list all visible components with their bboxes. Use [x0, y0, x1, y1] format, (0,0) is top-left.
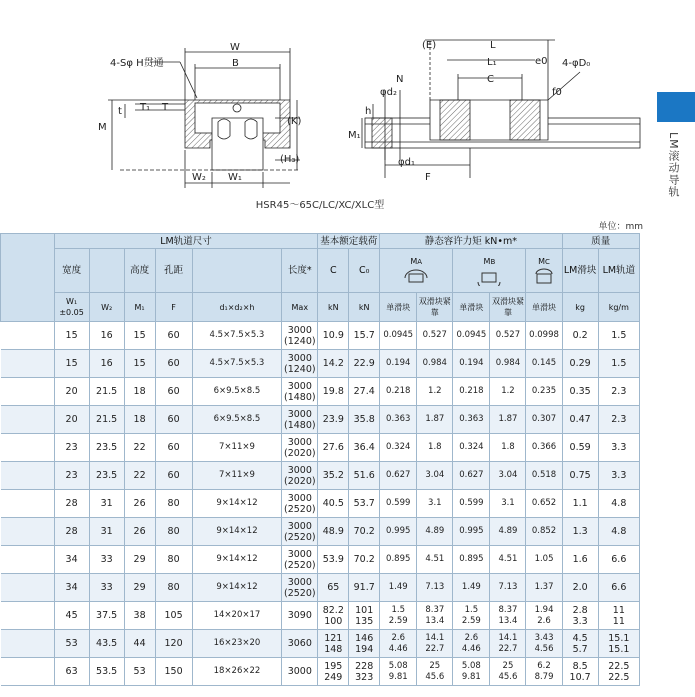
w2-header	[89, 249, 124, 293]
cell-kg: 1.3	[562, 518, 598, 546]
cell-mb1: 0.895	[453, 546, 490, 574]
ma-moment-icon	[401, 268, 431, 286]
cell-d: 18×26×22	[192, 658, 282, 686]
dim-N: N	[396, 74, 404, 85]
cell-mb2: 8.37 13.4	[490, 602, 526, 630]
cell-c: 35.2	[318, 462, 349, 490]
cell-kg: 1.6	[562, 546, 598, 574]
cell-ma1: 0.627	[380, 462, 417, 490]
cell-m1: 44	[124, 630, 155, 658]
model-cell	[1, 350, 55, 378]
cell-c0: 53.7	[349, 490, 380, 518]
cell-ma2: 4.89	[417, 518, 453, 546]
dim-T1: T₁	[140, 102, 151, 113]
cell-mb1: 0.599	[453, 490, 490, 518]
kgm-unit: kg/m	[598, 293, 639, 322]
cell-ma2: 3.04	[417, 462, 453, 490]
model-cell	[1, 434, 55, 462]
c0-header: C₀	[349, 249, 380, 293]
cell-kg: 0.29	[562, 350, 598, 378]
cell-mc: 3.43 4.56	[526, 630, 562, 658]
cell-c0: 70.2	[349, 518, 380, 546]
cell-f: 60	[155, 350, 192, 378]
width-header: 宽度	[54, 249, 89, 293]
height-header: 高度	[124, 249, 155, 293]
cell-d: 9×14×12	[192, 574, 282, 602]
unit-label: 单位：mm	[598, 222, 643, 232]
ma-header: MA	[380, 249, 453, 293]
cell-w1: 45	[54, 602, 89, 630]
model-cell	[1, 630, 55, 658]
mb-header: MB	[453, 249, 526, 293]
cell-kg: 2.8 3.3	[562, 602, 598, 630]
table-row	[1, 350, 640, 378]
load-rating-header: 基本额定载荷	[318, 234, 380, 249]
cell-mb1: 5.08 9.81	[453, 658, 490, 686]
cell-f: 105	[155, 602, 192, 630]
dim-t: t	[118, 106, 122, 117]
length-header: 长度*	[282, 249, 318, 293]
dim-K: (K)	[287, 116, 302, 127]
cell-w1: 34	[54, 546, 89, 574]
section-tab	[657, 92, 695, 122]
cell-mc: 0.852	[526, 518, 562, 546]
dim-d2: φd₂	[380, 87, 397, 98]
table-row	[1, 658, 640, 686]
dim-W2: W₂	[192, 172, 206, 183]
dim-d1: φd₁	[398, 157, 415, 168]
kg-unit: kg	[562, 293, 598, 322]
cell-d: 7×11×9	[192, 462, 282, 490]
cell-kg: 0.75	[562, 462, 598, 490]
cell-f: 60	[155, 462, 192, 490]
cell-kg: 1.1	[562, 490, 598, 518]
cell-kg: 2.0	[562, 574, 598, 602]
cell-c0: 70.2	[349, 546, 380, 574]
cell-mc: 0.366	[526, 434, 562, 462]
dim-M: M	[98, 122, 107, 133]
c0-unit: kN	[349, 293, 380, 322]
mb-double: 双滑块紧靠	[490, 293, 526, 322]
table-row	[1, 630, 640, 658]
dim-C: C	[487, 74, 494, 85]
spec-table-body	[1, 322, 640, 686]
cell-ma1: 0.995	[380, 518, 417, 546]
cell-w1: 20	[54, 378, 89, 406]
c-header: C	[318, 249, 349, 293]
static-moment-header: 静态容许力矩 kN•m*	[380, 234, 562, 249]
cell-w1: 20	[54, 406, 89, 434]
model-cell	[1, 658, 55, 686]
cell-mb1: 0.194	[453, 350, 490, 378]
cell-kgm: 15.1 15.1	[598, 630, 639, 658]
cell-kgm: 6.6	[598, 574, 639, 602]
w2-subheader: W₂	[89, 293, 124, 322]
cell-mc: 1.37	[526, 574, 562, 602]
cell-ma2: 1.8	[417, 434, 453, 462]
cell-m1: 15	[124, 322, 155, 350]
cell-f: 60	[155, 406, 192, 434]
cell-w2: 37.5	[89, 602, 124, 630]
dim-L: L	[490, 40, 496, 51]
cell-d: 7×11×9	[192, 434, 282, 462]
cell-mb2: 1.2	[490, 378, 526, 406]
cell-mb1: 0.363	[453, 406, 490, 434]
cell-mb2: 1.87	[490, 406, 526, 434]
cell-c: 40.5	[318, 490, 349, 518]
cell-w1: 23	[54, 434, 89, 462]
cell-mc: 0.145	[526, 350, 562, 378]
cell-f: 120	[155, 630, 192, 658]
cell-kgm: 2.3	[598, 378, 639, 406]
cell-len: 3000 (2020)	[282, 462, 318, 490]
cell-w1: 53	[54, 630, 89, 658]
table-row	[1, 378, 640, 406]
cell-c: 19.8	[318, 378, 349, 406]
cell-w2: 21.5	[89, 406, 124, 434]
cell-w2: 23.5	[89, 462, 124, 490]
cell-mb1: 0.324	[453, 434, 490, 462]
cell-mb2: 7.13	[490, 574, 526, 602]
cell-w1: 28	[54, 518, 89, 546]
w1-subheader: W₁ ±0.05	[54, 293, 89, 322]
table-row	[1, 602, 640, 630]
cell-ma2: 3.1	[417, 490, 453, 518]
cell-m1: 26	[124, 490, 155, 518]
cell-w2: 16	[89, 350, 124, 378]
cell-mb2: 3.04	[490, 462, 526, 490]
block-mass-header: LM滑块	[562, 249, 598, 293]
table-row	[1, 518, 640, 546]
cell-c: 195 249	[318, 658, 349, 686]
cell-c: 82.2 100	[318, 602, 349, 630]
cell-mb1: 0.0945	[453, 322, 490, 350]
cell-ma2: 8.37 13.4	[417, 602, 453, 630]
cell-mb1: 0.218	[453, 378, 490, 406]
cell-mb2: 3.1	[490, 490, 526, 518]
cell-d: 9×14×12	[192, 518, 282, 546]
cell-ma2: 0.527	[417, 322, 453, 350]
cell-d: 6×9.5×8.5	[192, 378, 282, 406]
cell-kg: 4.5 5.7	[562, 630, 598, 658]
cell-c0: 146 194	[349, 630, 380, 658]
cell-m1: 15	[124, 350, 155, 378]
cell-f: 60	[155, 378, 192, 406]
model-cell	[1, 518, 55, 546]
cell-m1: 22	[124, 434, 155, 462]
cell-c0: 22.9	[349, 350, 380, 378]
cell-kgm: 3.3	[598, 434, 639, 462]
cell-mb2: 4.51	[490, 546, 526, 574]
d-subheader: d₁×d₂×h	[192, 293, 282, 322]
cell-m1: 18	[124, 378, 155, 406]
cell-mc: 6.2 8.79	[526, 658, 562, 686]
model-cell	[1, 574, 55, 602]
rail-dims-header: LM轨道尺寸	[54, 234, 318, 249]
cell-c: 27.6	[318, 434, 349, 462]
cell-len: 3000 (2020)	[282, 434, 318, 462]
dim-T: T	[162, 102, 169, 113]
cell-ma1: 0.363	[380, 406, 417, 434]
mb-moment-icon	[474, 268, 504, 286]
cell-w2: 16	[89, 322, 124, 350]
cell-len: 3000 (1240)	[282, 322, 318, 350]
cell-m1: 38	[124, 602, 155, 630]
cell-w2: 31	[89, 490, 124, 518]
cell-c0: 228 323	[349, 658, 380, 686]
cell-mb1: 2.6 4.46	[453, 630, 490, 658]
cell-f: 150	[155, 658, 192, 686]
cell-kg: 0.2	[562, 322, 598, 350]
cell-kgm: 1.5	[598, 350, 639, 378]
dim-H3: (H₃)	[280, 154, 300, 165]
dim-W1: W₁	[228, 172, 242, 183]
dim-e0: e0	[535, 56, 548, 67]
mc-moment-icon	[531, 268, 557, 286]
cell-mc: 0.235	[526, 378, 562, 406]
cell-m1: 18	[124, 406, 155, 434]
cell-len: 3060	[282, 630, 318, 658]
cell-mc: 1.05	[526, 546, 562, 574]
cell-kg: 8.5 10.7	[562, 658, 598, 686]
cell-m1: 53	[124, 658, 155, 686]
cell-c: 48.9	[318, 518, 349, 546]
cell-kgm: 1.5	[598, 322, 639, 350]
cell-len: 3090	[282, 602, 318, 630]
model-cell	[1, 546, 55, 574]
cell-kg: 0.59	[562, 434, 598, 462]
cell-ma2: 14.1 22.7	[417, 630, 453, 658]
cell-ma2: 1.2	[417, 378, 453, 406]
mc-header: MC	[526, 249, 562, 293]
mb-single: 单滑块	[453, 293, 490, 322]
dim-f0: f0	[552, 87, 562, 98]
cell-mb2: 0.984	[490, 350, 526, 378]
cell-len: 3000 (2520)	[282, 490, 318, 518]
ma-double: 双滑块紧靠	[417, 293, 453, 322]
cell-f: 80	[155, 574, 192, 602]
cell-f: 80	[155, 546, 192, 574]
cell-w2: 33	[89, 574, 124, 602]
cell-kgm: 11 11	[598, 602, 639, 630]
cell-mb1: 0.995	[453, 518, 490, 546]
model-cell	[1, 406, 55, 434]
model-cell	[1, 490, 55, 518]
cell-w1: 15	[54, 322, 89, 350]
cell-mc: 1.94 2.6	[526, 602, 562, 630]
dim-h: h	[365, 106, 372, 117]
cell-c0: 27.4	[349, 378, 380, 406]
table-row	[1, 322, 640, 350]
cell-w2: 23.5	[89, 434, 124, 462]
pitch-header: 孔距	[155, 249, 192, 293]
cell-mc: 0.518	[526, 462, 562, 490]
cell-d: 9×14×12	[192, 546, 282, 574]
cell-mb1: 0.627	[453, 462, 490, 490]
m1-subheader: M₁	[124, 293, 155, 322]
table-row	[1, 490, 640, 518]
cell-c0: 36.4	[349, 434, 380, 462]
c-unit: kN	[318, 293, 349, 322]
dim-F: F	[425, 172, 431, 183]
cell-m1: 26	[124, 518, 155, 546]
table-row	[1, 546, 640, 574]
cell-ma1: 0.599	[380, 490, 417, 518]
cell-mb2: 25 45.6	[490, 658, 526, 686]
cell-d: 9×14×12	[192, 490, 282, 518]
cell-mb2: 0.527	[490, 322, 526, 350]
model-cell	[1, 322, 55, 350]
cell-kgm: 6.6	[598, 546, 639, 574]
cell-c: 53.9	[318, 546, 349, 574]
cell-w2: 33	[89, 546, 124, 574]
drawing-caption: HSR45～65C/LC/XC/XLC型	[255, 200, 385, 211]
cell-kg: 0.47	[562, 406, 598, 434]
cell-mb2: 14.1 22.7	[490, 630, 526, 658]
dim-D0: 4-φD₀	[562, 58, 591, 69]
cell-d: 14×20×17	[192, 602, 282, 630]
dim-L1: L₁	[487, 57, 497, 68]
table-row	[1, 462, 640, 490]
cell-kg: 0.35	[562, 378, 598, 406]
cell-mc: 0.0998	[526, 322, 562, 350]
ma-single: 单滑块	[380, 293, 417, 322]
cell-ma1: 0.324	[380, 434, 417, 462]
cell-w2: 53.5	[89, 658, 124, 686]
f-subheader: F	[155, 293, 192, 322]
cell-c: 65	[318, 574, 349, 602]
cell-m1: 29	[124, 546, 155, 574]
cell-mb2: 1.8	[490, 434, 526, 462]
max-subheader: Max	[282, 293, 318, 322]
dim-B: B	[232, 58, 239, 69]
cell-ma1: 0.895	[380, 546, 417, 574]
cell-ma1: 1.49	[380, 574, 417, 602]
cell-w1: 63	[54, 658, 89, 686]
cell-ma1: 5.08 9.81	[380, 658, 417, 686]
cell-m1: 22	[124, 462, 155, 490]
cell-ma2: 7.13	[417, 574, 453, 602]
cell-len: 3000	[282, 658, 318, 686]
cell-len: 3000 (2520)	[282, 518, 318, 546]
cell-c0: 51.6	[349, 462, 380, 490]
mc-single: 单滑块	[526, 293, 562, 322]
cell-ma1: 0.0945	[380, 322, 417, 350]
cell-w2: 31	[89, 518, 124, 546]
cell-w1: 28	[54, 490, 89, 518]
cell-d: 4.5×7.5×5.3	[192, 350, 282, 378]
cell-c: 23.9	[318, 406, 349, 434]
d-header	[192, 249, 282, 293]
cell-len: 3000 (2520)	[282, 574, 318, 602]
cell-c: 14.2	[318, 350, 349, 378]
dim-M1: M₁	[348, 130, 361, 141]
model-cell	[1, 602, 55, 630]
cell-kgm: 3.3	[598, 462, 639, 490]
cell-kgm: 22.5 22.5	[598, 658, 639, 686]
cell-f: 60	[155, 434, 192, 462]
cell-kgm: 2.3	[598, 406, 639, 434]
dim-hole: 4-Sφ H贯通	[110, 58, 164, 69]
dim-W: W	[230, 42, 240, 53]
cell-mc: 0.307	[526, 406, 562, 434]
cell-len: 3000 (1240)	[282, 350, 318, 378]
cell-ma2: 0.984	[417, 350, 453, 378]
cell-ma1: 2.6 4.46	[380, 630, 417, 658]
model-cell	[1, 378, 55, 406]
cell-ma2: 1.87	[417, 406, 453, 434]
dim-E: (E)	[422, 40, 437, 51]
cell-len: 3000 (2520)	[282, 546, 318, 574]
table-row	[1, 434, 640, 462]
cell-w1: 23	[54, 462, 89, 490]
cell-c0: 15.7	[349, 322, 380, 350]
cell-w1: 34	[54, 574, 89, 602]
cell-len: 3000 (1480)	[282, 406, 318, 434]
model-col-header	[1, 234, 55, 322]
cell-mb2: 4.89	[490, 518, 526, 546]
cell-w1: 15	[54, 350, 89, 378]
cell-w2: 43.5	[89, 630, 124, 658]
cell-f: 80	[155, 490, 192, 518]
cell-c0: 35.8	[349, 406, 380, 434]
cell-f: 80	[155, 518, 192, 546]
cell-c0: 91.7	[349, 574, 380, 602]
cell-c: 121 148	[318, 630, 349, 658]
cell-ma2: 4.51	[417, 546, 453, 574]
cell-c0: 101 135	[349, 602, 380, 630]
cell-mc: 0.652	[526, 490, 562, 518]
section-label: LM滚动导轨	[667, 132, 680, 198]
cell-ma1: 0.218	[380, 378, 417, 406]
model-cell	[1, 462, 55, 490]
cell-kgm: 4.8	[598, 518, 639, 546]
cell-mb1: 1.5 2.59	[453, 602, 490, 630]
mass-header: 质量	[562, 234, 639, 249]
cell-d: 16×23×20	[192, 630, 282, 658]
cell-d: 4.5×7.5×5.3	[192, 322, 282, 350]
cell-len: 3000 (1480)	[282, 378, 318, 406]
technical-drawing	[0, 0, 695, 215]
table-row	[1, 406, 640, 434]
cell-mb1: 1.49	[453, 574, 490, 602]
table-row	[1, 574, 640, 602]
cell-ma1: 1.5 2.59	[380, 602, 417, 630]
cell-d: 6×9.5×8.5	[192, 406, 282, 434]
cell-ma1: 0.194	[380, 350, 417, 378]
cell-ma2: 25 45.6	[417, 658, 453, 686]
cell-w2: 21.5	[89, 378, 124, 406]
cell-m1: 29	[124, 574, 155, 602]
rail-mass-header: LM轨道	[598, 249, 639, 293]
cell-kgm: 4.8	[598, 490, 639, 518]
cell-f: 60	[155, 322, 192, 350]
spec-table	[0, 233, 640, 686]
cell-c: 10.9	[318, 322, 349, 350]
